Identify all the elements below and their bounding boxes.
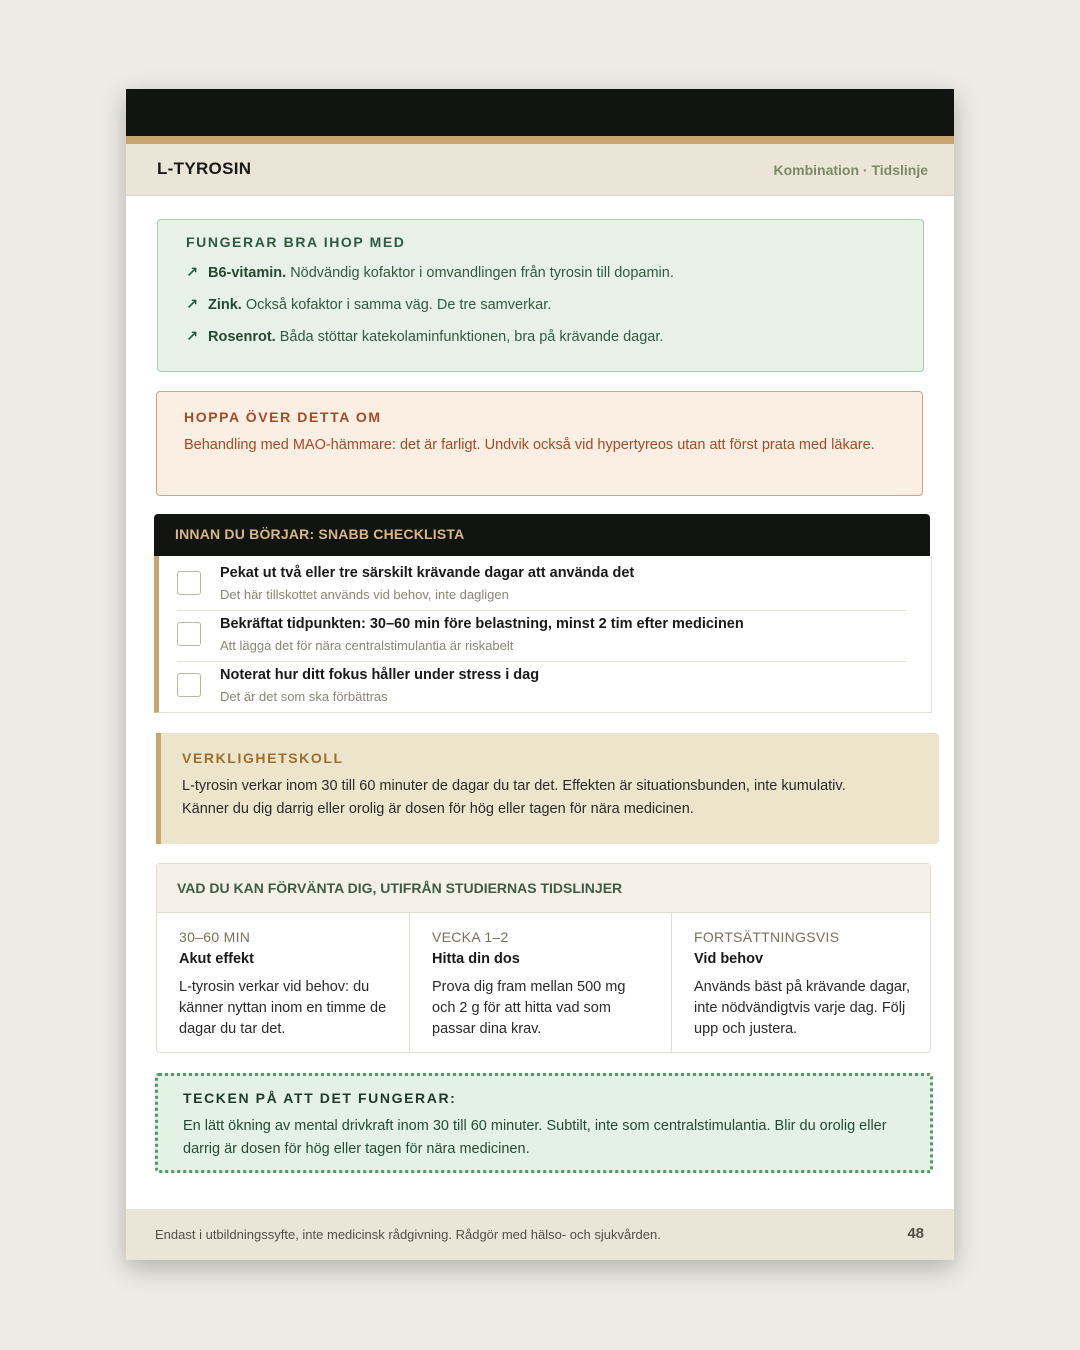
checklist-item-note: Det här tillskottet används vid behov, inte dagligen xyxy=(220,587,509,602)
timeline-phase: 30–60 MIN xyxy=(179,929,251,945)
checklist-item-note: Att lägga det för nära centralstimulantia är riskabelt xyxy=(220,638,514,653)
checkbox[interactable] xyxy=(177,622,201,646)
timeline-header xyxy=(157,864,930,913)
checklist-item xyxy=(177,610,907,662)
timeline-table xyxy=(156,863,931,1053)
checklist-body xyxy=(154,556,932,713)
checklist xyxy=(154,514,930,715)
checklist-item xyxy=(177,661,907,712)
works-well-item xyxy=(186,265,674,281)
arrow-up-right-icon: ↗ xyxy=(186,329,199,345)
accent-line xyxy=(126,136,954,144)
skip-warning-box xyxy=(156,391,923,496)
checklist-item-note: Det är det som ska förbättras xyxy=(220,689,388,704)
works-well-item xyxy=(186,329,663,345)
timeline-phase: FORTSÄTTNINGSVIS xyxy=(694,929,840,945)
timeline-label: VAD DU KAN FÖRVÄNTA DIG, UTIFRÅN STUDIERNAS TIDSLINJER xyxy=(177,880,623,896)
timeline-phase: VECKA 1–2 xyxy=(432,929,509,945)
arrow-up-right-icon: ↗ xyxy=(186,265,199,281)
item-text: Nödvändig kofaktor i omvandlingen från tyrosin till dopamin. xyxy=(290,265,674,281)
works-well-box xyxy=(157,219,924,372)
signs-label: TECKEN PÅ ATT DET FUNGERAR: xyxy=(183,1090,457,1106)
checklist-label: INNAN DU BÖRJAR: SNABB CHECKLISTA xyxy=(175,526,465,542)
checkbox[interactable] xyxy=(177,571,201,595)
item-text: Båda stöttar katekolaminfunktionen, bra på krävande dagar. xyxy=(279,329,664,345)
timeline-description: Prova dig fram mellan 500 mg och 2 g för att hitta vad som passar dina krav. xyxy=(432,979,626,1037)
works-well-label: FUNGERAR BRA IHOP MED xyxy=(186,234,406,250)
page-footer xyxy=(126,1209,954,1260)
timeline-description: Används bäst på krävande dagar, inte nödvändigtvis varje dag. Följ upp och justera. xyxy=(694,979,911,1037)
timeline-column xyxy=(157,913,409,1052)
works-well-item xyxy=(186,297,551,313)
item-text: Också kofaktor i samma väg. De tre samverkar. xyxy=(245,297,552,313)
section-breadcrumb: Kombination · Tidslinje xyxy=(773,162,928,178)
timeline-column xyxy=(671,913,931,1052)
signs-working-box xyxy=(155,1073,933,1173)
timeline-heading: Akut effekt xyxy=(179,951,254,967)
signs-text: En lätt ökning av mental drivkraft inom 30 till 60 minuter. Subtilt, inte som centralstimulantia. Blir du orolig eller darrig är dosen för hög eller tagen för nära medicinen. xyxy=(183,1118,887,1157)
reality-label: VERKLIGHETSKOLL xyxy=(182,750,344,766)
arrow-up-right-icon: ↗ xyxy=(186,297,199,313)
skip-label: HOPPA ÖVER DETTA OM xyxy=(184,409,382,425)
item-name: Rosenrot. xyxy=(208,329,276,345)
disclaimer: Endast i utbildningssyfte, inte medicinsk rådgivning. Rådgör med hälso- och sjukvården. xyxy=(155,1227,661,1242)
checkbox[interactable] xyxy=(177,673,201,697)
timeline-description: L-tyrosin verkar vid behov: du känner nyttan inom en timme de dagar du tar det. xyxy=(179,979,387,1037)
checklist-item-title: Bekräftat tidpunkten: 30–60 min före belastning, minst 2 tim efter medicinen xyxy=(220,616,744,632)
page-header xyxy=(126,144,954,196)
reality-check-box xyxy=(156,733,939,844)
page-number: 48 xyxy=(907,1225,924,1242)
checklist-item xyxy=(177,559,907,611)
reality-text: L-tyrosin verkar inom 30 till 60 minuter de dagar du tar det. Effekten är situationsbunden, inte kumulativ. Känner du dig darrig eller orolig är dosen för hög eller tagen för nära medicinen. xyxy=(182,778,846,817)
skip-text: Behandling med MAO-hämmare: det är farligt. Undvik också vid hypertyreos utan att först prata med läkare. xyxy=(184,437,875,453)
timeline-column xyxy=(409,913,670,1052)
checklist-item-title: Pekat ut två eller tre särskilt krävande dagar att använda det xyxy=(220,565,635,581)
top-bar xyxy=(126,89,954,136)
timeline-heading: Vid behov xyxy=(694,951,764,967)
checklist-header xyxy=(154,514,930,556)
item-name: Zink. xyxy=(208,297,242,313)
page-title: L-TYROSIN xyxy=(157,159,252,178)
document-page xyxy=(126,89,954,1260)
checklist-item-title: Noterat hur ditt fokus håller under stress i dag xyxy=(220,667,540,683)
item-name: B6-vitamin. xyxy=(208,265,287,281)
timeline-heading: Hitta din dos xyxy=(432,951,520,967)
